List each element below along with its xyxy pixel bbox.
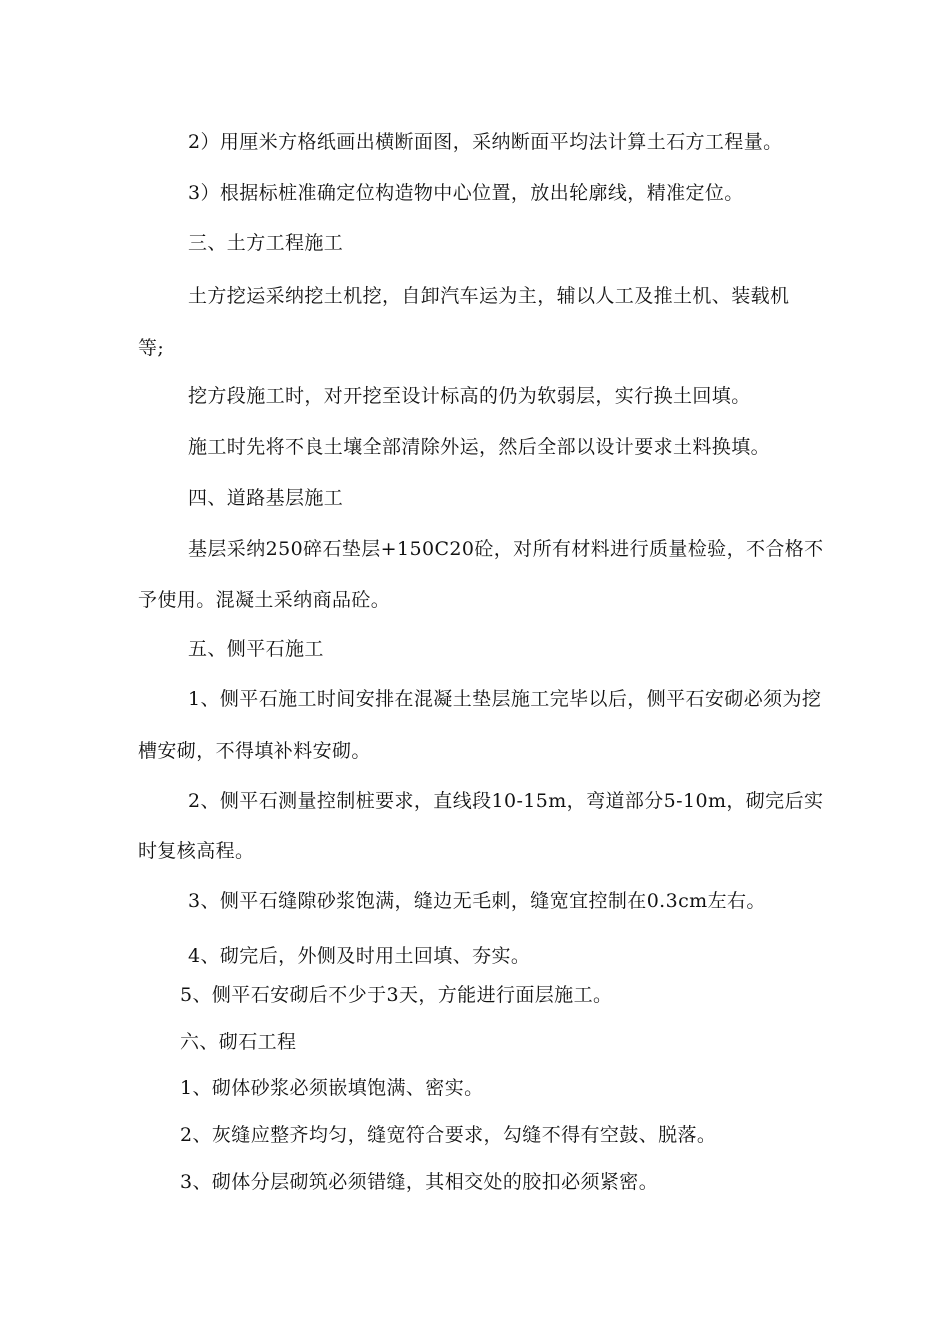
paragraph-line-21: 2、灰缝应整齐均匀，缝宽符合要求，勾缝不得有空鼓、脱落。 xyxy=(180,1124,717,1146)
paragraph-line-17: 4、砌完后，外侧及时用土回填、夯实。 xyxy=(188,945,531,967)
paragraph-line-13: 槽安砌，不得填补料安砌。 xyxy=(138,740,371,762)
paragraph-line-14: 2、侧平石测量控制桩要求，直线段10-15m，弯道部分5-10m，砌完后实 xyxy=(188,790,824,812)
paragraph-line-16: 3、侧平石缝隙砂浆饱满，缝边无毛刺，缝宽宜控制在0.3cm左右。 xyxy=(188,890,766,912)
paragraph-line-6: 挖方段施工时，对开挖至设计标高的仍为软弱层，实行换土回填。 xyxy=(188,385,751,407)
paragraph-line-10: 予使用。混凝土采纳商品砼。 xyxy=(138,589,391,611)
paragraph-line-4: 土方挖运采纳挖土机挖，自卸汽车运为主，辅以人工及推土机、装载机 xyxy=(188,285,790,307)
section-heading-8: 四、道路基层施工 xyxy=(188,487,344,509)
paragraph-line-22: 3、砌体分层砌筑必须错缝，其相交处的胶扣必须紧密。 xyxy=(180,1171,659,1193)
section-heading-19: 六、砌石工程 xyxy=(180,1031,297,1053)
paragraph-line-15: 时复核高程。 xyxy=(138,840,255,862)
paragraph-line-1: 2）用厘米方格纸画出横断面图，采纳断面平均法计算土石方工程量。 xyxy=(188,131,783,153)
paragraph-line-9: 基层采纳250碎石垫层+150C20砼，对所有材料进行质量检验，不合格不 xyxy=(188,538,824,560)
paragraph-line-7: 施工时先将不良土壤全部清除外运，然后全部以设计要求土料换填。 xyxy=(188,436,771,458)
section-heading-11: 五、侧平石施工 xyxy=(188,638,324,660)
paragraph-line-5: 等; xyxy=(138,337,165,359)
paragraph-line-2: 3）根据标桩准确定位构造物中心位置，放出轮廓线，精准定位。 xyxy=(188,182,744,204)
paragraph-line-18: 5、侧平石安砌后不少于3天，方能进行面层施工。 xyxy=(180,984,613,1006)
paragraph-line-20: 1、砌体砂浆必须嵌填饱满、密实。 xyxy=(180,1077,484,1099)
section-heading-3: 三、土方工程施工 xyxy=(188,232,344,254)
paragraph-line-12: 1、侧平石施工时间安排在混凝土垫层施工完毕以后，侧平石安砌必须为挖 xyxy=(188,688,822,710)
